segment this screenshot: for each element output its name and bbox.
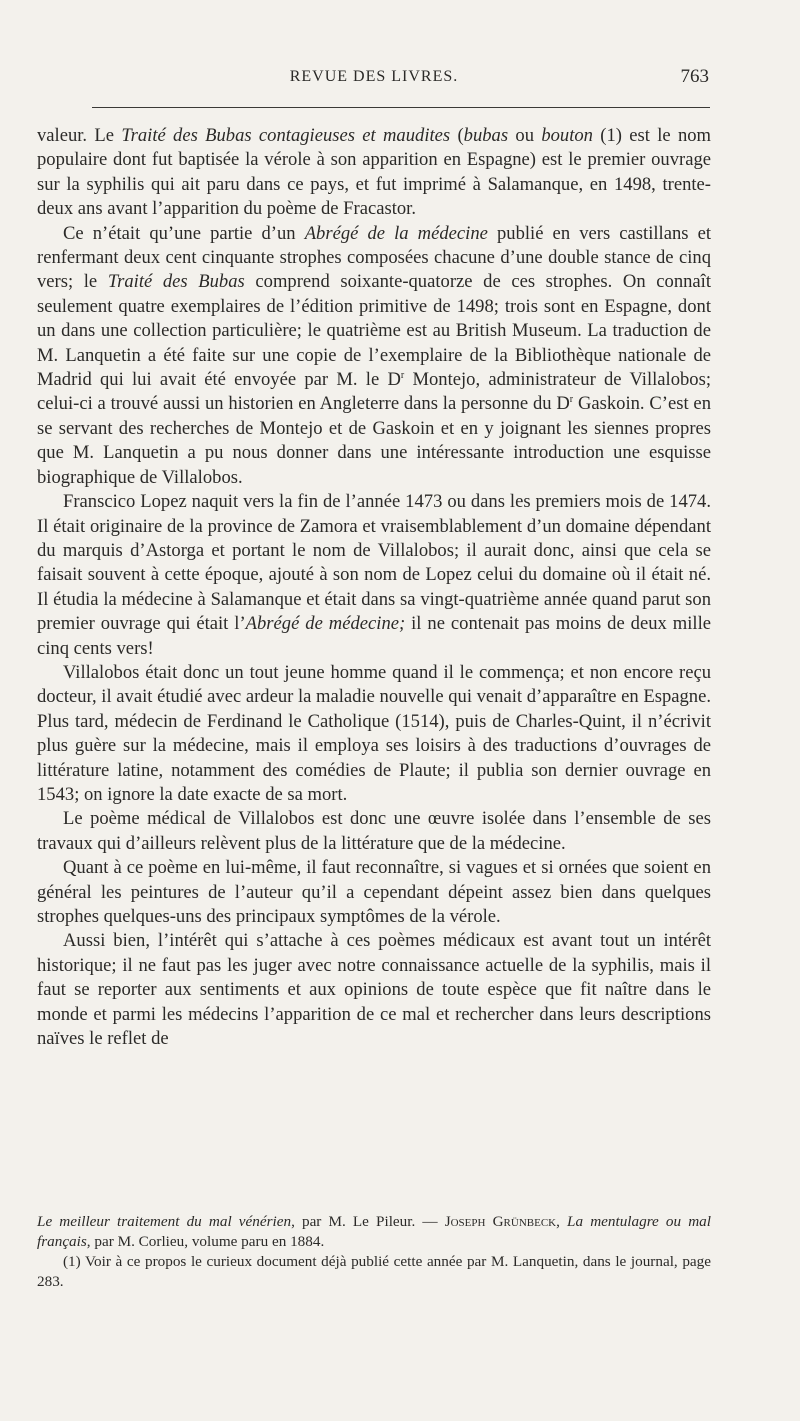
- text-run: Franscico Lopez naquit vers la fin de l’année 1473 ou dans les premiers mois de 1474. Il était originaire de la province de Zamora et vraisemblablement d’un domaine dépendant du marquis d’Astorga et portant le nom de Villalobos; il aurait donc, ainsi que cela se faisait souvent à cette époque, ajouté à son nom de Lopez celui du domaine où il était né. Il étudia la médecine à Salamanque et était dans sa vingt-quatrième année quand parut son premier ouvrage qui était l’: [37, 491, 711, 635]
- paragraph: [37, 856, 711, 929]
- text-run: , par M. Le Pileur. —: [291, 1213, 445, 1230]
- footnote: [37, 1252, 711, 1292]
- italic-text: bubas: [463, 125, 509, 146]
- paragraph: [37, 661, 711, 807]
- text-run: Le poème médical de Villalobos est donc une œuvre isolée dans l’ensemble de ses travaux qui d’ailleurs relèvent plus de la littérature que de la médecine.: [37, 808, 711, 854]
- text-run: comprend soixante-quatorze de ces strophes. On connaît seulement quatre exemplaires de l’édition primitive de 1498; trois sont en Espagne, dont un dans une collection particulière; le quatrième est au British Museum. La traduction de M. Lanquetin a été faite sur une copie de l’exemplaire de la Bibliothèque nationale de Madrid qui lui avait été envoyée par M. le D: [37, 271, 712, 391]
- text-run: (1) Voir à ce propos le curieux document déjà publié cette année par M. Lanquetin, dans le journal, page 283.: [37, 1253, 711, 1290]
- superscript: r: [400, 369, 405, 381]
- text-run: Ce n’était qu’une partie d’un: [63, 222, 305, 244]
- paragraph: [37, 222, 711, 490]
- footnote-reference: [37, 1212, 711, 1252]
- text-run: il ne contenait pas moins de deux mille cinq cents vers!: [37, 613, 711, 659]
- text-run: ou: [508, 125, 542, 146]
- italic-text: Traité des Bubas contagieuses et maudites: [121, 125, 451, 146]
- text-run: (: [450, 125, 464, 146]
- italic-text: bouton: [541, 125, 593, 146]
- running-title: REVUE DES LIVRES.: [289, 68, 459, 85]
- italic-text: Abrégé de la médecine: [304, 222, 488, 244]
- paragraph: [37, 929, 711, 1051]
- paragraph: [37, 124, 711, 222]
- text-run: Montejo, administrateur de Villalobos; celui-ci a trouvé aussi un historien en Angleterre dans la personne du D: [37, 369, 711, 415]
- text-run: Quant à ce poème en lui-même, il faut reconnaître, si vagues et si ornées que soient en général les peintures de l’auteur qu’il a cependant dépeint assez bien dans quelques strophes quelques-uns des principaux symptômes de la vérole.: [37, 857, 711, 927]
- italic-text: Abrégé de médecine;: [245, 613, 406, 635]
- text-run: ,: [556, 1213, 568, 1230]
- small-caps-text: Joseph Grünbeck: [444, 1213, 557, 1230]
- text-run: valeur. Le: [37, 125, 122, 146]
- text-run: Aussi bien, l’intérêt qui s’attache à ces poèmes médicaux est avant tout un intérêt historique; il ne faut pas les juger avec notre connaissance actuelle de la syphilis, mais il faut se reporter aux sentiments et aux opinions de toute espèce que fit naître dans le monde et parmi les médecins l’apparition de ce mal et rechercher dans leurs descriptions naïves le reflet de: [37, 930, 711, 1050]
- page-header: [37, 68, 711, 96]
- text-run: Gaskoin. C’est en se servant des recherches de Montejo et de Gaskoin et en y joignant les siennes propres que M. Lanquetin a pu nous donner dans une intéressante introduction une esquisse biographique de Villalobos.: [37, 393, 711, 488]
- text-run: (1) est le nom populaire dont fut baptisée la vérole à son apparition en Espagne) est le premier ouvrage sur la syphilis qui ait paru dans ce pays, et fut imprimé à Salamanque, en 1498, trente-deux ans avant l’apparition du poème de Fracastor.: [37, 125, 712, 220]
- paragraph: [37, 490, 711, 661]
- footnotes: [37, 1212, 711, 1292]
- text-run: Villalobos était donc un tout jeune homme quand il le commença; et non encore reçu docteur, il avait étudié avec ardeur la maladie nouvelle qui venait d’apparaître en Espagne. Plus tard, médecin de Ferdinand le Catholique (1514), puis de Charles-Quint, il n’écrivit plus guère sur la médecine, mais il employa ses loisirs à des traductions d’ouvrages de littérature latine, notamment des comédies de Plaute; il publia son dernier ouvrage en 1543; on ignore la date exacte de sa mort.: [37, 661, 712, 805]
- text-run: publié en vers castillans et renfermant deux cent cinquante strophes composées chacune d’une double stance de cinq vers; le: [37, 222, 711, 293]
- page-number: 763: [680, 66, 709, 87]
- header-rule: [92, 107, 710, 108]
- body-text: [37, 124, 711, 1051]
- italic-text: La mentulagre ou mal français: [37, 1213, 711, 1250]
- italic-text: Traité des Bubas: [107, 271, 245, 293]
- paragraph: [37, 807, 711, 856]
- italic-text: Le meilleur traitement du mal vénérien: [37, 1213, 292, 1230]
- superscript: r: [569, 394, 574, 406]
- text-run: , par M. Corlieu, volume paru en 1884.: [86, 1233, 325, 1250]
